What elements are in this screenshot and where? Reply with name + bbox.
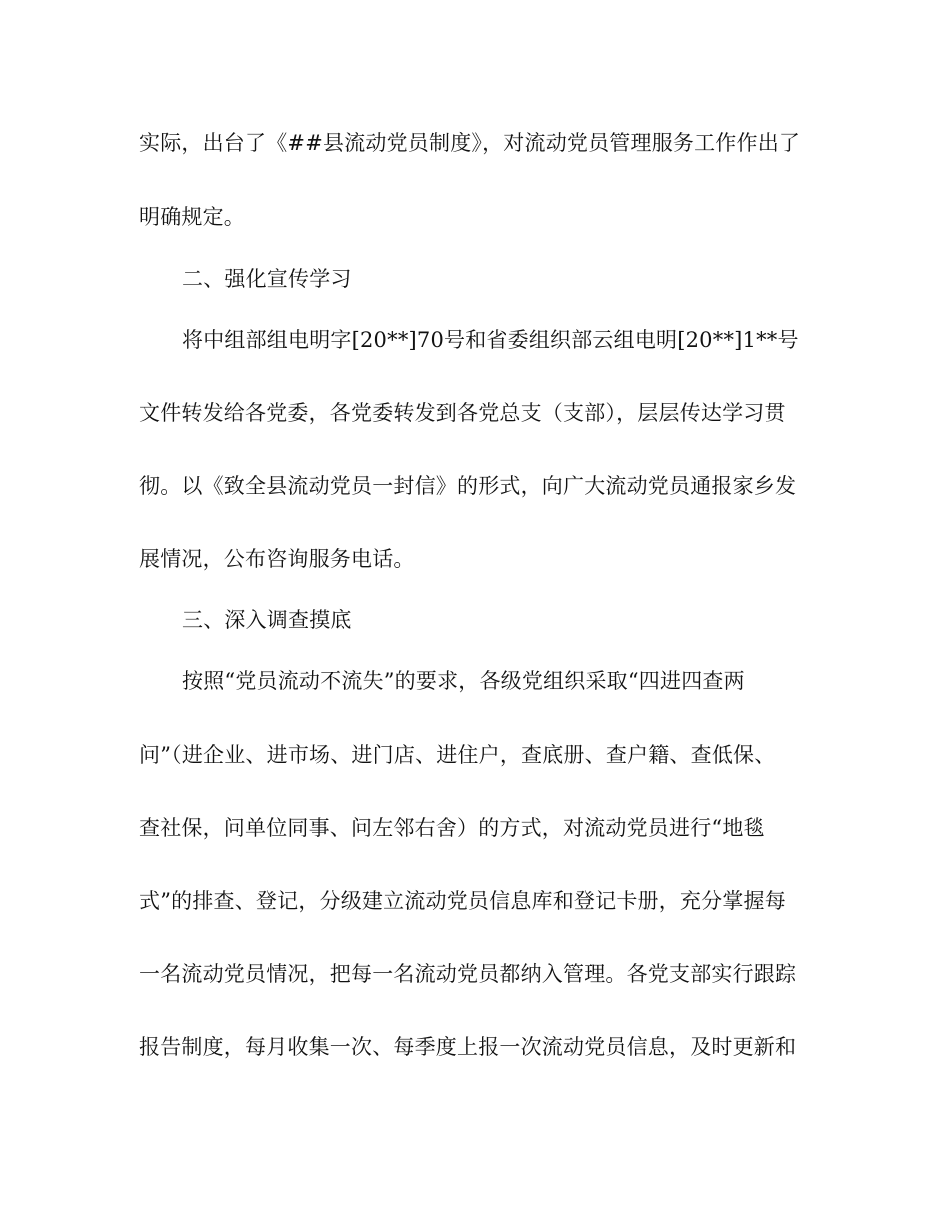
text-line-6: 彻。以《致全县流动党员一封信》的形式，向广大流动党员通报家乡发 bbox=[139, 474, 797, 498]
text-line-14: 报告制度，每月收集一次、每季度上报一次流动党员信息，及时更新和 bbox=[139, 1035, 797, 1059]
text-line-2: 明确规定。 bbox=[139, 205, 245, 229]
section-heading-3: 三、深入调查摸底 bbox=[182, 608, 352, 632]
text-line-11: 查社保，问单位同事、问左邻右舍）的方式，对流动党员进行“地毯 bbox=[139, 816, 765, 840]
text-line-13: 一名流动党员情况，把每一名流动党员都纳入管理。各党支部实行跟踪 bbox=[139, 962, 797, 986]
section-heading-2: 二、强化宣传学习 bbox=[182, 267, 352, 291]
text-line-4: 将中组部组电明字[20**]70号和省委组织部云组电明[20**]1**号 bbox=[182, 328, 799, 352]
text-line-9: 按照“党员流动不流失”的要求，各级党组织采取“四进四查两 bbox=[182, 669, 745, 693]
text-line-12: 式”的排查、登记，分级建立流动党员信息库和登记卡册，充分掌握每 bbox=[139, 889, 786, 913]
text-line-1: 实际，出台了《##县流动党员制度》，对流动党员管理服务工作作出了 bbox=[139, 131, 801, 155]
text-line-10: 问”（进企业、进市场、进门店、进住户，查底册、查户籍、查低保、 bbox=[139, 743, 776, 767]
text-line-7: 展情况，公布咨询服务电话。 bbox=[139, 547, 415, 571]
text-line-5: 文件转发给各党委，各党委转发到各党总支（支部），层层传达学习贯 bbox=[139, 401, 786, 425]
